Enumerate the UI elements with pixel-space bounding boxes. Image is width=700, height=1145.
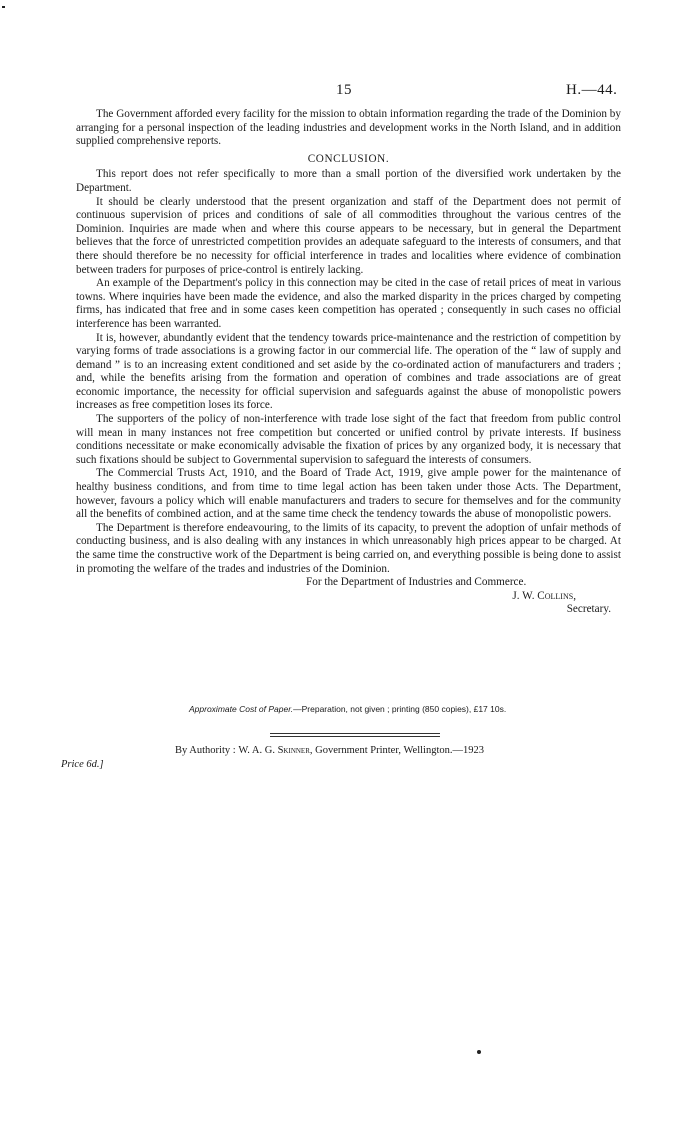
signoff-department: For the Department of Industries and Commerce.	[306, 576, 527, 589]
page-number: 15	[336, 82, 352, 98]
paragraph: An example of the Department's policy in this connection may be cited in the case of retail prices of meat in various towns. Where inquiries have been made the evidence, and also the marked disparity in the prices charged by competing firms, has indicated that free and in some cases keen competition has operated ; consequently in such cases no official interference has been warranted.	[76, 277, 621, 330]
printer-authority	[175, 745, 484, 756]
cost-label: Approximate Cost of Paper.	[189, 704, 294, 714]
paragraph: The supporters of the policy of non-interference with trade lose sight of the fact that freedom from public control will mean in many instances not free competition but concerted or unified control by private interests. If business conditions necessitate or make economically advisable the fixation of prices by any organized body, it is necessary that such fixations should be subject to Governmental supervision to safeguard the interests of consumers.	[76, 413, 621, 466]
authority-prefix: By Authority :	[175, 745, 236, 756]
cost-text: —Preparation, not given ; printing (850 copies), £17 10s.	[293, 704, 507, 714]
divider-rule	[270, 733, 440, 734]
divider-rule	[270, 736, 440, 737]
cost-note	[189, 704, 506, 714]
paragraph: The Commercial Trusts Act, 1910, and the Board of Trade Act, 1919, give ample power for the maintenance of healthy business conditions, and from time to time legal action has been taken under those Acts. The Department, however, favours a policy which will enable manufacturers and traders to secure for themselves and for the community all the benefits of combined action, and at the same time check the tendency towards the abuse of monopolistic powers.	[76, 467, 621, 521]
intro-paragraph: The Government afforded every facility for the mission to obtain information regarding the trade of the Dominion by arranging for a personal inspection of the leading industries and development works in the North Island, and in addition supplied comprehensive reports.	[76, 108, 621, 148]
ink-speck	[2, 6, 5, 8]
price-note: Price 6d.]	[61, 759, 104, 770]
paragraph: It should be clearly understood that the present organization and staff of the Department does not permit of continuous supervision of prices and conditions of sale of all commodities throughout the various centres of the Dominion. Inquiries are made when and where this course appears to be necessary, but in general the Department believes that the force of unrestricted competition provides an adequate safeguard to the interests of consumers, and that there should therefore be no necessity for official interference in trades and localities where evidence of combination between traders for purposes of price-control is entirely lacking.	[76, 195, 621, 276]
authority-name: W. A. G. Skinner,	[238, 745, 313, 756]
section-heading: CONCLUSION.	[307, 152, 390, 165]
authority-suffix: Government Printer, Wellington.—1923	[315, 745, 484, 756]
paragraph: The Department is therefore endeavouring, to the limits of its capacity, to prevent the adoption of unfair methods of conducting business, and is also dealing with any instances in which unreasonably high prices appear to be charged. At the same time the constructive work of the Department is being carried on, and everything possible is being done to assist in promoting the welfare of the trades and industries of the Dominion.	[76, 521, 621, 575]
report-body	[76, 108, 621, 617]
signoff-name: J. W. Collins,	[512, 589, 576, 602]
paragraph: This report does not refer specifically to more than a small portion of the diversified work undertaken by the Department.	[76, 168, 621, 194]
paragraph: It is, however, abundantly evident that the tendency towards price-maintenance and the restriction of competition by varying forms of trade associations is a growing factor in our commercial life. The operation of the “ law of supply and demand ” is to an increasing extent conditioned and set aside by the co-ordinated action of manufacturers and traders ; and, while the benefits arising from the formation and operation of combines and trade associations are of great economic importance, the necessity for official supervision and safeguards against the abuse of monopolistic powers increases as free competition loses its force.	[76, 331, 621, 412]
signoff-title: Secretary.	[566, 603, 611, 616]
document-reference: H.—44.	[566, 82, 618, 98]
ink-speck	[477, 1050, 481, 1054]
